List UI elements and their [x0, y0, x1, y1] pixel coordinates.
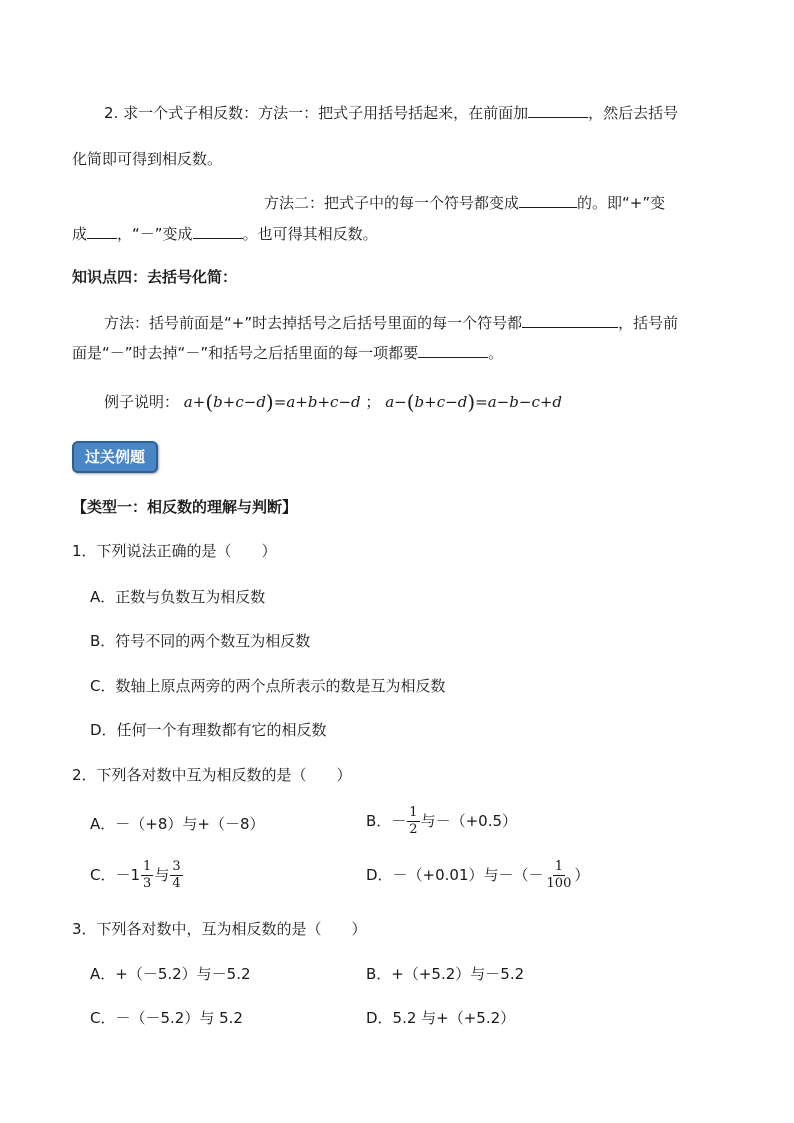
- fraction-one-hundredth: $\frac{1}{100}$: [546, 859, 572, 891]
- q3-option-d[interactable]: D．5.2 与+（+5.2）: [366, 1009, 516, 1027]
- q2-d-suffix: ）: [574, 866, 590, 884]
- kp4-method-end: 。: [488, 344, 504, 362]
- fraction-one-third: $\frac{1}{3}$: [143, 859, 152, 891]
- q2-option-c[interactable]: [90, 860, 184, 891]
- example-line: [104, 392, 562, 412]
- method-two-tail: 的。即“+”变: [577, 194, 666, 212]
- type-one-heading: 【类型一：相反数的理解与判断】: [72, 498, 298, 516]
- q1-stem: 1．下列说法正确的是（ ）: [72, 542, 277, 560]
- method-one-text: 2. 求一个式子相反数：方法一：把式子用括号括起来，在前面加: [104, 104, 529, 122]
- q2-d-prefix: D．－（+0.01）与－（－: [366, 866, 544, 884]
- example-formula-2: a−(b+c−d)=a−b−c+d: [385, 390, 563, 414]
- answer-blank[interactable]: [528, 103, 588, 118]
- q1-option-a[interactable]: A．正数与负数互为相反数: [90, 588, 266, 606]
- q2-option-d[interactable]: [366, 860, 589, 891]
- answer-blank[interactable]: [522, 313, 618, 328]
- method-two-line: [264, 193, 665, 213]
- answer-blank[interactable]: [418, 343, 488, 358]
- method-one-tail: ，然后去括号: [588, 104, 679, 122]
- answer-blank[interactable]: [193, 224, 243, 239]
- q1-option-c[interactable]: C．数轴上原点两旁的两个点所表示的数是互为相反数: [90, 677, 446, 695]
- method-two-line-2: [72, 224, 378, 244]
- method-one-line-2: [72, 149, 222, 169]
- q2-b-prefix: B．－: [366, 812, 407, 830]
- q2-stem: 2．下列各对数中互为相反数的是（ ）: [72, 766, 352, 784]
- q1-option-d[interactable]: D．任何一个有理数都有它的相反数: [90, 721, 327, 739]
- example-formula-1: a+(b+c−d)=a+b+c−d: [183, 390, 361, 414]
- kp4-title: 知识点四：去括号化简：: [72, 268, 238, 286]
- kp4-method-line: [104, 313, 678, 333]
- q2-option-a[interactable]: A．－（+8）与+（－8）: [90, 815, 265, 833]
- q2-b-suffix: 与－（+0.5）: [420, 812, 518, 830]
- q1-option-b[interactable]: B．符号不同的两个数互为相反数: [90, 632, 311, 650]
- kp4-method-tail: ，括号前: [618, 314, 679, 332]
- answer-blank[interactable]: [87, 224, 117, 239]
- q2-option-b[interactable]: [366, 806, 517, 837]
- kp4-method-text: 方法：括号前面是“+”时去掉括号之后括号里面的每一个符号都: [104, 314, 523, 332]
- section-badge: 过关例题: [72, 441, 158, 473]
- method-two-end: 。也可得其相反数。: [242, 225, 378, 243]
- q3-option-c[interactable]: C．－（－5.2）与 5.2: [90, 1009, 243, 1027]
- kp4-method-text-2: 面是“－”时去掉“－”和括号之后括里面的每一项都要: [72, 344, 419, 362]
- method-one-line: [104, 103, 678, 123]
- fraction-one-half: $\frac{1}{2}$: [409, 805, 418, 837]
- answer-blank[interactable]: [519, 193, 577, 208]
- method-two-text: 方法二：把式子中的每一个符号都变成: [264, 194, 520, 212]
- q2-c-connector: 与: [154, 866, 170, 884]
- method-one-conclusion: 化简即可得到相反数。: [72, 150, 223, 168]
- method-two-cont-2: ，“－”变成: [117, 225, 193, 243]
- kp4-method-line-2: [72, 343, 503, 363]
- example-label: 例子说明：: [104, 393, 180, 411]
- example-separator: ；: [365, 393, 381, 411]
- fraction-three-quarters: $\frac{3}{4}$: [172, 859, 181, 891]
- q3-option-b[interactable]: B．+（+5.2）与－5.2: [366, 965, 525, 983]
- q3-stem: 3．下列各对数中，互为相反数的是（ ）: [72, 920, 367, 938]
- method-two-cont: 成: [72, 225, 88, 243]
- q3-option-a[interactable]: A．+（－5.2）与－5.2: [90, 965, 251, 983]
- q2-c-prefix: C．－1: [90, 866, 141, 884]
